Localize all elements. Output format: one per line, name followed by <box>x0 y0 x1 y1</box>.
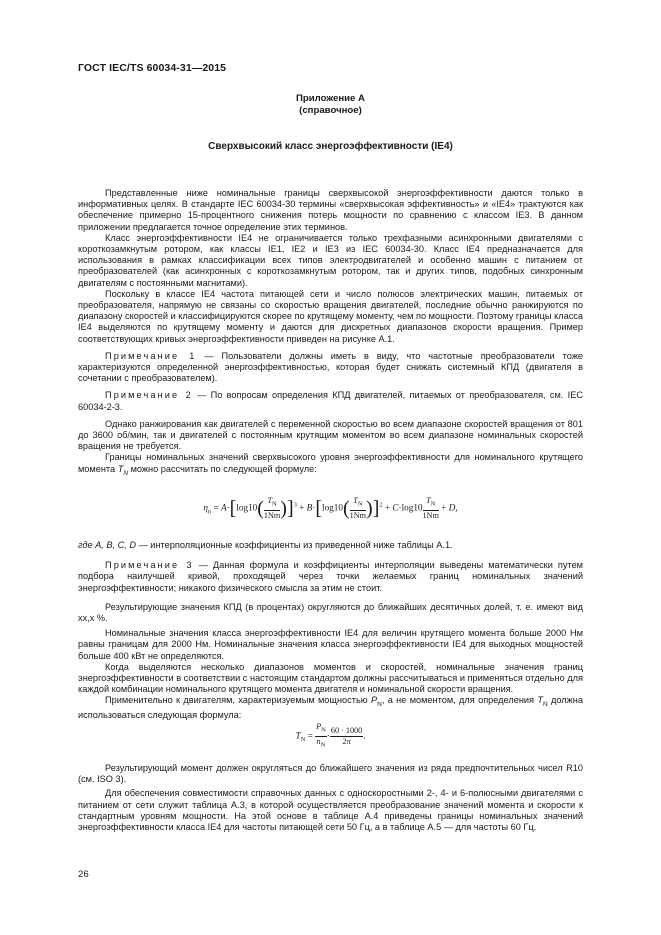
annex-title: Приложение А <box>296 93 365 104</box>
paragraph-r10: Результирующий момент должен округляться до ближайшего значения из ряда предпочтительных чисел R10 (см. ISO 3). <box>78 763 583 785</box>
paragraph-intro: Представленные ниже номинальные границы сверхвысокой энергоэффективности даются только в информативных целях. В стандарте IEC 60034-30 термины «сверхвысокая эффективность» и «IE4» трактуются как обеспечение примерно 15-процентного снижения потерь мощности по сравнению с классом IE3. В данном приложении предлагается точное определение этих терминов. <box>78 188 583 232</box>
page-number: 26 <box>78 869 89 880</box>
note-3-label: Примечание 3 <box>105 560 194 571</box>
paragraph-ie4-scope: Класс энергоэффективности IE4 не ограничивается только трехфазными асинхронными двигателями с короткозамкнутым ротором, как классы IE1, IE2 и IE3 из IEC 60034-30. Класс IE4 предназначается для использования в рамках классификации всех типов электродвигателей и особенно машин с питанием от преобразователей (как асинхронных с короткозамкнутым ротором, так и других типов, подобных синхронным двигателям с постоянными магнитами). <box>78 232 583 288</box>
note-1-label: Примечание 1 <box>105 350 197 361</box>
note-2-label: Примечание 2 <box>105 390 193 401</box>
symbol-tn: $T_N$ <box>117 463 129 477</box>
legend-text: — интерполяционные коэффициенты из приведенной ниже таблицы А.1. <box>136 540 453 550</box>
formula-intro-text: Границы номинальных значений сверхвысокого уровня энергоэффективности для номинального крутящего момента <box>78 452 583 474</box>
efficiency-formula: $\eta_n = A\cdot[\log 10$( $\frac{T_N}{1Nm}$ )]$^3$ + B·[log10( $\frac{T_N}{1Nm}$ )]$^2$ + C·log10 $\frac{T_N}{1Nm}$ + D, <box>203 496 458 520</box>
note-3-text: — Данная формула и коэффициенты интерполяции выведены математически путем подбора наилучшей кривой, проходящей через точки желаемых границ номинальных значений энергоэффективности; никакого физического смысла за этим не стоит. <box>78 560 584 593</box>
formula-intro-text-2: можно рассчитать по следующей формуле: <box>130 463 317 474</box>
paragraph-compatibility: Для обеспечения совместимости справочных данных с односкоростными 2-, 4- и 6-полюсными двигателями с питанием от сети служит таблица А.3, в которой осуществляется преобразование значений момента и скорости к стандартным уровням мощности. На этой основе в таблице А.4 приведены границы номинальных значений энергоэффективности класса IE4 для частоты питающей сети 50 Гц, а в таблице А.5 — для частоты 60 Гц. <box>78 788 583 833</box>
paragraph-torque-ranking: Поскольку в классе IE4 частота питающей сети и число полюсов электрических машин, питаемых от преобразователя, напрямую не связаны со скоростью вращения двигателей, последние обычно ранжируются по диапазону скоростей и классифицируются скорее по крутящему моменту, чем по мощности. Поэтому границы класса IE4 выделяются по крутящему моменту и даются для дискретных диапазонов скорости вращения. Пример соответствующих кривых энергоэффективности приведен на рисунке А.1. <box>78 288 583 344</box>
text-block-2 <box>78 540 583 722</box>
annex-subtitle: (справочное) <box>299 105 362 116</box>
formula-legend <box>78 540 583 551</box>
note-3 <box>78 560 583 594</box>
legend-vars: где A, B, C, D <box>78 540 137 550</box>
section-heading: Сверхвысокий класс энергоэффективности (IE4) <box>208 141 453 152</box>
text-block-3 <box>78 763 583 833</box>
paragraph-2000nm: Номинальные значения класса энергоэффективности IE4 для величин крутящего момента больше 2000 Нм равны границам для 2000 Нм. Номинальные значения класса энергоэффективности IE4 для выходных мощностей больше 400 кВт не определяются. <box>78 628 583 661</box>
paragraph-power-motors: Применительно к двигателям, характеризуемым мощностью $P_N$, а не моментом, для определения $T_N$ должна использоваться следующая формула: <box>78 695 583 721</box>
paragraph-rounding: Результирующие значения КПД (в процентах) округляются до ближайших десятичных долей, т. е. имеют вид xx,x %. <box>78 601 583 624</box>
text-block-1 <box>78 188 583 479</box>
note-1-text: — Пользователи должны иметь в виду, что частотные преобразователи тоже характеризуются определенной энергоэффективностью, которая будет снижать системный КПД (двигателя в сочетании с преобразователем). <box>78 350 583 384</box>
paragraph-ranges: Когда выделяются несколько диапазонов моментов и скоростей, номинальные значения границ энергоэффективности в соответствии с настоящим стандартом должны рассчитываться и применяться отдельно для каждой комбинации номинального крутящего момента двигателя и номинальной скорости вращения. <box>78 661 583 695</box>
note-2 <box>78 390 583 412</box>
note-2-text: — По вопросам определения КПД двигателей, питаемых от преобразователя, см. IEC 60034-2-3. <box>78 390 583 412</box>
paragraph-ranking: Однако ранжирования как двигателей с переменной скоростью во всем диапазоне скоростей вращения от 801 до 3600 об/мин, так и двигателей с постоянным крутящим моментом во всем диапазоне номинальных скоростей вращения не требуется. <box>78 418 583 452</box>
document-header: ГОСТ IEC/TS 60034-31—2015 <box>78 62 227 74</box>
torque-formula: $T_N$ = $\frac{P_N}{n_N}$ · $\frac{60 \cdot 1000}{2\pi}$ . <box>295 722 366 749</box>
paragraph-formula-intro <box>78 452 583 478</box>
note-1 <box>78 351 583 385</box>
